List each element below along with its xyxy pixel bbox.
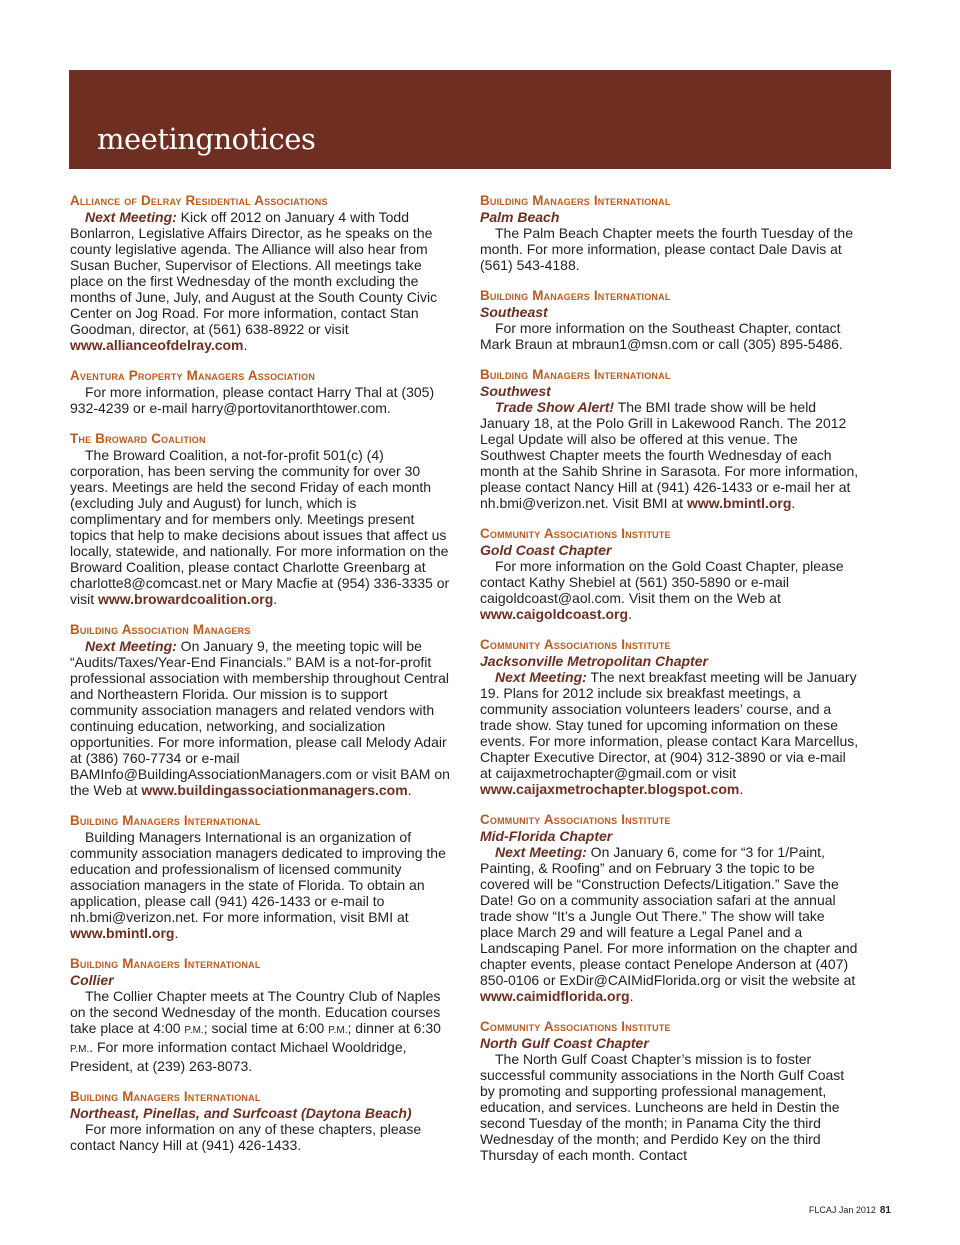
org-heading: Community Associations Institute: [480, 1019, 671, 1034]
chapter-subheading: Gold Coast Chapter: [480, 542, 612, 558]
website-link[interactable]: www.bmintl.org: [686, 495, 792, 511]
notice-text: Building Managers International is an organization of community association managers dedicated to improving the education and professionalism of licensed community association managers in the state of Florida. To obtain an application, please call (941) 426-1433 or e-mail to nh.bmi@verizon.net. For more information, visit BMI at www.bmintl.org.: [70, 829, 446, 941]
notice-text: Trade Show Alert! The BMI trade show will be held January 18, at the Polo Grill in Lakewood Ranch. The 2012 Legal Update will also be offered at this venue. The Southwest Chapter meets the fourth Wednesday of each month at the Sahib Shrine in Sarasota. For more information, please contact Nancy Hill at (941) 426-1433 or e-mail her at nh.bmi@verizon.net. Visit BMI at www.bmintl.org.: [480, 399, 859, 511]
notice-text: The Collier Chapter meets at The Country Club of Naples on the second Wednesday of the month. Education courses take place at 4:00 P.M.; social time at 6:00 P.M.; dinner at 6:30 P.M.. For more information contact Michael Wooldridge, President, at (239) 263-8073.: [70, 988, 441, 1074]
notice-entry: [70, 368, 450, 416]
notice-text: For more information on the Gold Coast Chapter, please contact Kathy Shebiel at (561) 350-5890 or e-mail caigoldcoast@aol.com. Visit them on the Web at www.caigoldcoast.org.: [480, 558, 844, 622]
chapter-subheading: Southwest: [480, 383, 551, 399]
org-heading: Building Managers International: [480, 288, 671, 303]
right-column: [480, 193, 860, 1178]
website-link[interactable]: www.browardcoalition.org: [98, 591, 274, 607]
notice-entry: [480, 637, 860, 797]
notice-text: Next Meeting: On January 6, come for “3 for 1/Paint, Painting, & Roofing” and on February 3 the topic to be covered will be “Construction Defects/Litigation.” Save the Date! Go on a community association safari at the annual trade show “It’s a Jungle Out There.” The show will take place March 29 and will feature a Legal Panel and a Landscaping Panel. For more information on the chapter and chapter events, please contact Penelope Anderson at (407) 850-0106 or ExDir@CAIMidFlorida.org or visit the website at www.caimidflorida.org.: [480, 844, 858, 1004]
org-heading: The Broward Coalition: [70, 431, 206, 446]
lead-label: Next Meeting:: [85, 638, 177, 654]
page-title: meetingnotices: [97, 122, 316, 156]
org-heading: Community Associations Institute: [480, 812, 671, 827]
notice-entry: [480, 812, 860, 1004]
page-footer: [809, 1205, 891, 1216]
notice-text: The Broward Coalition, a not-for-profit 501(c) (4) corporation, has been serving the community for over 30 years. Meetings are held the second Friday of each month (excluding July and August) for lunch, which is complimentary and for members only. Meetings present topics that help to make decisions about issues that affect us locally, statewide, and nationally. For more information on the Broward Coalition, please contact Charlotte Greenbarg at charlotte8@comcast.net or Mary Macfie at (954) 336-3335 or visit www.browardcoalition.org.: [70, 447, 450, 607]
website-link[interactable]: www.allianceofdelray.com: [70, 337, 244, 353]
org-heading: Building Managers International: [70, 956, 261, 971]
website-link[interactable]: www.buildingassociationmanagers.com: [141, 782, 408, 798]
notice-entry: [70, 956, 450, 1074]
chapter-subheading: Northeast, Pinellas, and Surfcoast (Daytona Beach): [70, 1105, 412, 1121]
section-banner: [69, 70, 891, 169]
org-heading: Community Associations Institute: [480, 637, 671, 652]
notice-entry: [480, 367, 860, 511]
org-heading: Building Managers International: [480, 193, 671, 208]
notice-entry: [70, 622, 450, 798]
magazine-issue: FLCAJ Jan 2012: [808, 1205, 876, 1215]
notice-text: For more information, please contact Harry Thal at (305) 932-4239 or e-mail harry@portovitanorthtower.com.: [70, 384, 435, 416]
notice-text: The Palm Beach Chapter meets the fourth Tuesday of the month. For more information, please contact Dale Davis at (561) 543-4188.: [480, 225, 853, 273]
chapter-subheading: Mid-Florida Chapter: [480, 828, 613, 844]
lead-label: Next Meeting:: [495, 844, 587, 860]
lead-label: Next Meeting:: [85, 209, 177, 225]
notice-entry: [480, 1019, 860, 1163]
org-heading: Building Managers International: [70, 813, 261, 828]
chapter-subheading: North Gulf Coast Chapter: [480, 1035, 649, 1051]
chapter-subheading: Palm Beach: [480, 209, 560, 225]
org-heading: Community Associations Institute: [480, 526, 671, 541]
chapter-subheading: Jacksonville Metropolitan Chapter: [480, 653, 708, 669]
notice-entry: [70, 813, 450, 941]
org-heading: Building Managers International: [480, 367, 671, 382]
notice-entry: [480, 193, 860, 273]
notice-entry: [480, 526, 860, 622]
notice-entry: [70, 431, 450, 607]
website-link[interactable]: www.caimidflorida.org: [480, 988, 630, 1004]
left-column: [70, 193, 450, 1168]
website-link[interactable]: www.caijaxmetrochapter.blogspot.com: [480, 781, 740, 797]
page-number: 81: [879, 1205, 891, 1216]
website-link[interactable]: www.caigoldcoast.org: [480, 606, 629, 622]
chapter-subheading: Southeast: [480, 304, 548, 320]
notice-text: Next Meeting: Kick off 2012 on January 4 with Todd Bonlarron, Legislative Affairs Director, as he speaks on the county legislative agenda. The Alliance will also hear from Susan Bucher, Supervisor of Elections. All meetings take place on the first Wednesday of the month excluding the months of June, July, and August at the South County Civic Center on Jog Road. For more information, contact Stan Goodman, director, at (561) 638-8922 or visit www.allianceofdelray.com.: [70, 209, 438, 353]
org-heading: Aventura Property Managers Association: [70, 368, 316, 383]
chapter-subheading: Collier: [70, 972, 114, 988]
lead-label: Trade Show Alert!: [495, 399, 615, 415]
notice-text: Next Meeting: The next breakfast meeting will be January 19. Plans for 2012 include six breakfast meetings, a community association volunteers leaders’ course, and a trade show. Stay tuned for upcoming information on these events. For more information, please contact Kara Marcellus, Chapter Executive Director, at (904) 312-3890 or via e-mail at caijaxmetrochapter@gmail.com or visit www.caijaxmetrochapter.blogspot.com.: [480, 669, 859, 797]
notice-entry: [70, 1089, 450, 1153]
notice-entry: [480, 288, 860, 352]
notice-text: For more information on the Southeast Chapter, contact Mark Braun at mbraun1@msn.com or call (305) 895-5486.: [480, 320, 843, 352]
notice-text: The North Gulf Coast Chapter’s mission is to foster successful community associations in the North Gulf Coast by promoting and supporting professional management, education, and services. Luncheons are held in Destin the second Tuesday of the month; in Panama City the third Wednesday of the month; and Perdido Key on the third Thursday of each month. Contact: [480, 1051, 845, 1163]
notice-text: Next Meeting: On January 9, the meeting topic will be “Audits/Taxes/Year-End Financials.” BAM is a not-for-profit professional association with membership throughout Central and Northeastern Florida. Our mission is to support community association managers and related vendors with continuing education, networking, and socialization opportunities. For more information, please call Melody Adair at (386) 760-7734 or e-mail BAMInfo@BuildingAssociationManagers.com or visit BAM on the Web at www.buildingassociationmanagers.com.: [70, 638, 450, 798]
org-heading: Building Association Managers: [70, 622, 251, 637]
notice-text: For more information on any of these chapters, please contact Nancy Hill at (941) 426-1433.: [70, 1121, 422, 1153]
org-heading: Alliance of Delray Residential Associations: [70, 193, 328, 208]
website-link[interactable]: www.bmintl.org: [70, 925, 175, 941]
notice-entry: [70, 193, 450, 353]
lead-label: Next Meeting:: [495, 669, 587, 685]
org-heading: Building Managers International: [70, 1089, 261, 1104]
